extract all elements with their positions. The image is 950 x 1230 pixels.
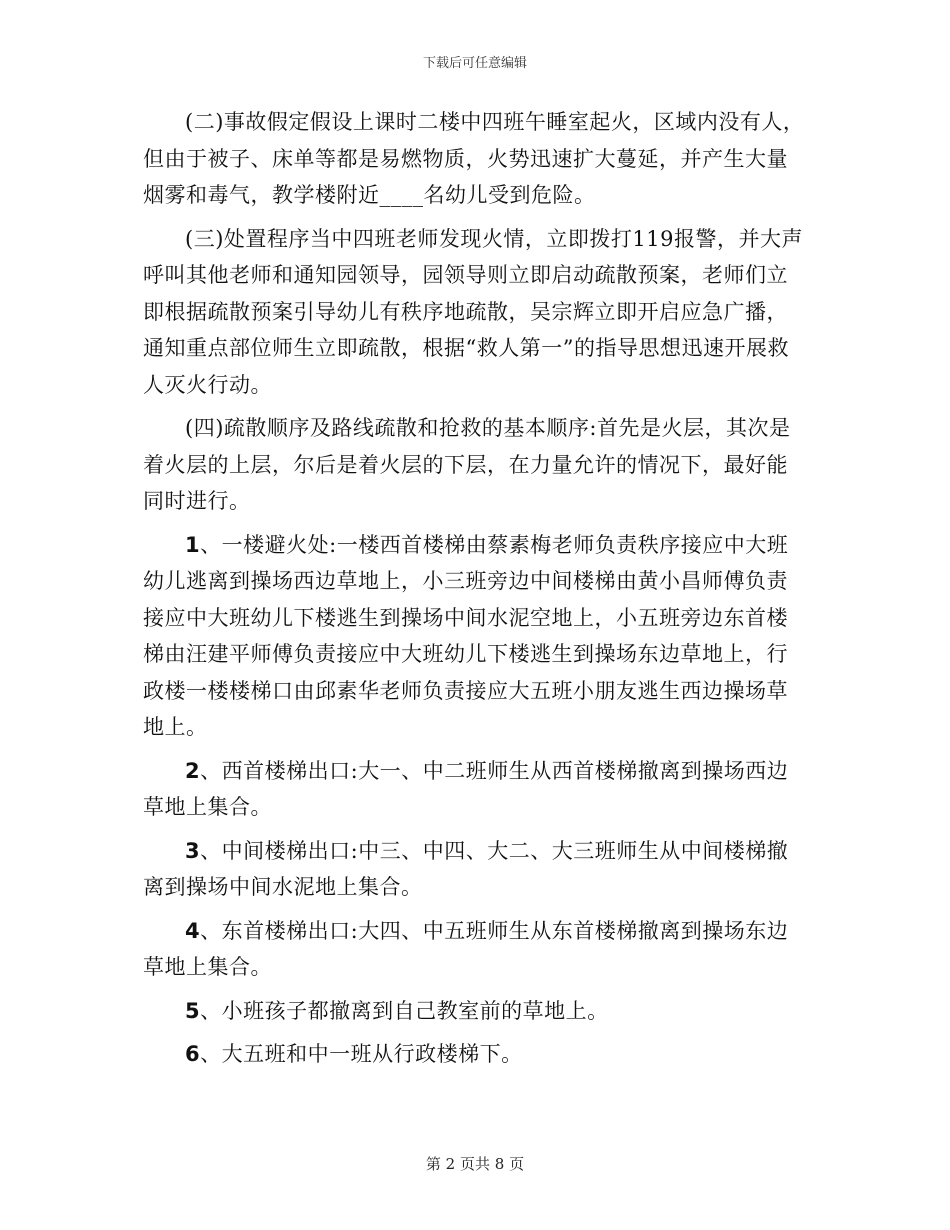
paragraph (143, 993, 808, 1030)
item-number: 5 (185, 998, 201, 1023)
paragraph (143, 410, 808, 520)
item-number: 6 (185, 1042, 201, 1066)
paragraph-text: 、一楼避火处:一楼西首楼梯由蔡素梅老师负责秩序接应中大班幼儿逃离到操场西边草地上，小三班旁边中间楼梯由黄小昌师傅负责接应中大班幼儿下楼逃生到操场中间水泥空地上，小五班旁边东首楼梯由汪建平师傅负责接应中大班幼儿下楼逃生到操场东边草地上，行政楼一楼楼梯口由邱素华老师负责接应大五班小朋友逃生西边操场草地上。 (143, 532, 789, 739)
paragraph-text: 、小班孩子都撤离到自己教室前的草地上。 (200, 998, 609, 1023)
paragraph-text: (三)处置程序当中四班老师发现火情，立即拨打119报警，并大声呼叫其他老师和通知园领导，园领导则立即启动疏散预案，老师们立即根据疏散预案引导幼儿有秩序地疏散，吴宗辉立即开启应急广播，通知重点部位师生立即疏散，根据“救人第一”的指导思想迅速开展救人灭火行动。 (143, 226, 803, 397)
paragraph-text: 、西首楼梯出口:大一、中二班师生从西首楼梯撤离到操场西边草地上集合。 (143, 758, 789, 819)
paragraph (143, 833, 808, 906)
paragraph-text: 、东首楼梯出口:大四、中五班师生从东首楼梯撤离到操场东边草地上集合。 (143, 918, 789, 979)
page-header: 下载后可任意编辑 (422, 56, 527, 71)
paragraph-text: (二)事故假定假设上课时二楼中四班午睡室起火，区域内没有人，但由于被子、床单等都是易燃物质，火势迅速扩大蔓延，并产生大量烟雾和毒气，教学楼附近____名幼儿受到危险。 (143, 110, 805, 207)
document-body (143, 104, 808, 1080)
paragraph (143, 753, 808, 826)
item-number: 4 (185, 918, 201, 943)
paragraph (143, 221, 808, 404)
paragraph-text: 、中间楼梯出口:中三、中四、大二、大三班师生从中间楼梯撤离到操场中间水泥地上集合。 (143, 838, 789, 899)
paragraph (143, 527, 808, 746)
item-number: 3 (185, 838, 201, 863)
paragraph (143, 913, 808, 986)
paragraph-text: (四)疏散顺序及路线疏散和抢救的基本顺序:首先是火层，其次是着火层的上层，尔后是着火层的下层，在力量允许的情况下，最好能同时进行。 (143, 416, 791, 513)
item-number: 1 (185, 532, 201, 557)
page-footer: 第 2 页共 8 页 (425, 1155, 525, 1173)
paragraph (143, 104, 808, 214)
paragraph (143, 1036, 808, 1073)
paragraph-text: 、大五班和中一班从行政楼梯下。 (200, 1042, 523, 1066)
item-number: 2 (185, 758, 201, 783)
